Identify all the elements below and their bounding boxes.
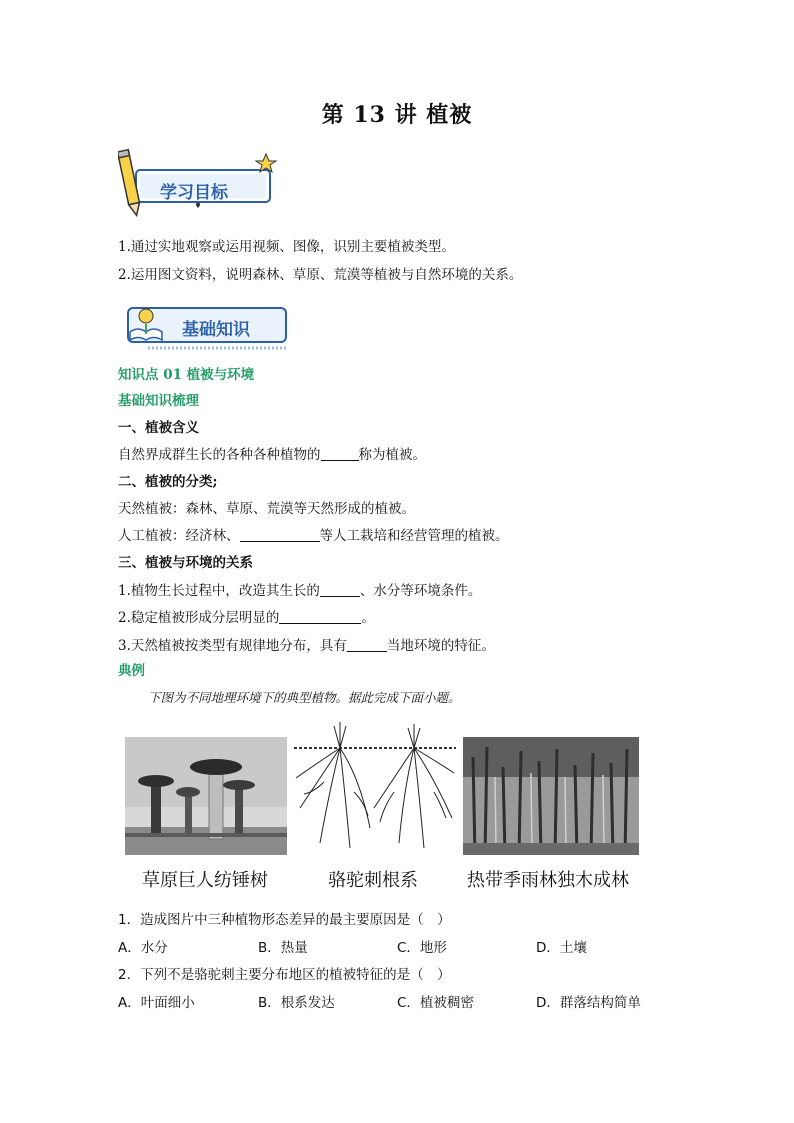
objective-2: 2.运用图文资料，说明森林、草原、荒漠等植被与自然环境的关系。 bbox=[118, 267, 523, 283]
question-1: 1．造成图片中三种植物形态差异的最主要原因是（ ） bbox=[118, 912, 451, 928]
objectives-badge-label: 学习目标 bbox=[160, 183, 228, 203]
caption-camelthorn: 骆驼刺根系 bbox=[328, 870, 418, 891]
section3-item1-after: 、水分等环境条件。 bbox=[359, 583, 482, 599]
q2-option-c[interactable]: C．植被稠密 bbox=[397, 995, 474, 1011]
caption-baobab: 草原巨人纺锤树 bbox=[142, 870, 268, 891]
example-label: 典例 bbox=[118, 663, 145, 679]
section2-artificial-before: 人工植被：经济林、 bbox=[118, 528, 240, 544]
knowledge-point-heading: 知识点 01 植被与环境 bbox=[118, 367, 255, 383]
section2-artificial-after: 等人工栽培和经营管理的植被。 bbox=[319, 528, 509, 544]
section1-text-after: 称为植被。 bbox=[358, 447, 426, 463]
baobab-photo bbox=[125, 737, 287, 855]
q2-option-a[interactable]: A．叶面细小 bbox=[118, 995, 195, 1011]
section3-item3-after: 当地环境的特征。 bbox=[386, 638, 495, 654]
fill-blank bbox=[321, 447, 359, 462]
q1-option-c[interactable]: C．地形 bbox=[397, 940, 447, 956]
q2-option-d[interactable]: D．群落结构简单 bbox=[536, 995, 641, 1011]
camelthorn-roots-drawing bbox=[294, 722, 456, 855]
section3-item3 bbox=[118, 634, 495, 654]
fill-blank bbox=[347, 638, 387, 653]
section3-heading: 三、植被与环境的关系 bbox=[118, 555, 253, 571]
fill-blank bbox=[279, 610, 361, 625]
section3-item2-after: 。 bbox=[361, 610, 375, 626]
fill-blank bbox=[320, 583, 360, 598]
basics-badge-label: 基础知识 bbox=[182, 320, 250, 340]
q1-option-a[interactable]: A．水分 bbox=[118, 940, 168, 956]
section1-heading: 一、植被含义 bbox=[118, 420, 199, 436]
objective-1: 1.通过实地观察或运用视频、图像，识别主要植被类型。 bbox=[118, 239, 455, 255]
q1-option-b[interactable]: B．热量 bbox=[258, 940, 308, 956]
section2-heading: 二、植被的分类; bbox=[118, 474, 218, 490]
section3-item2-before: 2.稳定植被形成分层明显的 bbox=[118, 610, 280, 626]
basics-badge bbox=[118, 300, 293, 352]
section2-natural: 天然植被：森林、草原、荒漠等天然形成的植被。 bbox=[118, 501, 415, 517]
section2-artificial bbox=[118, 524, 509, 544]
banyan-forest-photo bbox=[463, 737, 639, 855]
review-label: 基础知识梳理 bbox=[118, 393, 199, 409]
page-title: 第 13 讲 植被 bbox=[321, 102, 473, 128]
section1-text-before: 自然界成群生长的各种各种植物的 bbox=[118, 447, 321, 463]
section3-item1-before: 1.植物生长过程中，改造其生长的 bbox=[118, 583, 320, 599]
question-2: 2．下列不是骆驼刺主要分布地区的植被特征的是（ ） bbox=[118, 967, 451, 983]
objectives-badge bbox=[118, 148, 278, 218]
section3-item2 bbox=[118, 606, 375, 626]
section1-text bbox=[118, 443, 426, 463]
caption-banyan: 热带季雨林独木成林 bbox=[467, 870, 629, 891]
fill-blank bbox=[240, 528, 320, 543]
section3-item3-before: 3.天然植被按类型有规律地分布，具有 bbox=[118, 638, 347, 654]
q1-option-d[interactable]: D．土壤 bbox=[536, 940, 587, 956]
section3-item1 bbox=[118, 579, 481, 599]
example-intro: 下图为不同地理环境下的典型植物。据此完成下面小题。 bbox=[148, 690, 461, 705]
q2-option-b[interactable]: B．根系发达 bbox=[258, 995, 335, 1011]
